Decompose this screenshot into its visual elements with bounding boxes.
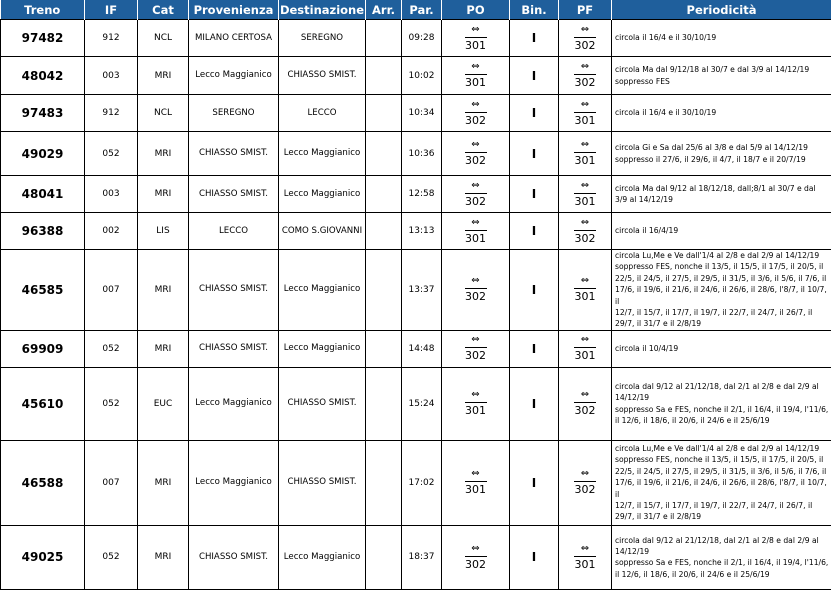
cell-bin: I [510,367,559,440]
cell-bin: I [510,525,559,589]
bidirectional-arrow-icon: ⇔ [465,25,487,35]
cell-cat: MRI [138,525,189,589]
divider-line [574,347,596,348]
bidirectional-arrow-icon: ⇔ [465,544,487,554]
cell-arr [366,57,402,95]
cell-cat: NCL [138,95,189,132]
divider-line [574,481,596,482]
divider-line [465,74,487,75]
bidirectional-arrow-icon: ⇔ [574,25,596,35]
po-number: 302 [465,155,487,167]
bidirectional-arrow-icon: ⇔ [574,469,596,479]
cell-provenienza: LECCO [189,213,279,250]
bidirectional-arrow-icon: ⇔ [574,390,596,400]
bidirectional-arrow-icon: ⇔ [465,469,487,479]
cell-periodicita [612,250,831,331]
pf-platform [574,544,596,571]
divider-line [465,402,487,403]
pf-platform [574,469,596,496]
po-platform [465,390,487,417]
periodicita-line: il 12/6, il 18/6, il 20/6, il 24/6 e il 25/6/19 [615,415,829,426]
bidirectional-arrow-icon: ⇔ [574,335,596,345]
pf-number: 302 [574,484,596,496]
po-number: 301 [465,233,487,245]
periodicita-line: circola il 16/4 e il 30/10/19 [615,107,829,118]
pf-number: 301 [574,559,596,571]
cell-arr [366,367,402,440]
bidirectional-arrow-icon: ⇔ [574,181,596,191]
pf-number: 301 [574,115,596,127]
cell-periodicita [612,20,831,57]
divider-line [465,152,487,153]
periodicita-line: circola Gi e Sa dal 25/6 al 3/8 e dal 5/9 al 14/12/19 [615,142,829,153]
cell-cat: MRI [138,250,189,331]
cell-pf [559,525,612,589]
periodicita-line: circola dal 9/12 al 21/12/18, dal 2/1 al 2/8 e dal 2/9 al [615,381,829,392]
divider-line [574,402,596,403]
periodicita-line: 17/6, il 19/6, il 21/6, il 24/6, il 26/6, il 28/6, l'8/7, il 10/7, il [615,284,829,307]
cell-destinazione: Lecco Maggianico [279,176,366,213]
periodicita-line: 22/5, il 24/5, il 27/5, il 29/5, il 31/5, il 3/6, il 5/6, il 7/6, il [615,466,829,477]
cell-treno: 97483 [1,95,85,132]
cell-bin: I [510,176,559,213]
po-number: 302 [465,196,487,208]
cell-par: 09:28 [402,20,442,57]
cell-arr [366,95,402,132]
cell-bin: I [510,95,559,132]
cell-bin: I [510,20,559,57]
bidirectional-arrow-icon: ⇔ [574,140,596,150]
pf-platform [574,62,596,89]
periodicita-line: soppresso Sa e FES, nonche il 2/1, il 16/4, il 19/4, l'11/6, [615,557,829,568]
table-row [1,132,831,176]
pf-number: 301 [574,291,596,303]
cell-treno: 48042 [1,57,85,95]
cell-bin: I [510,330,559,367]
col-header-treno: Treno [1,0,85,20]
table-row [1,20,831,57]
periodicita-line: il 12/6, il 18/6, il 20/6, il 24/6 e il 25/6/19 [615,569,829,580]
cell-bin: I [510,132,559,176]
col-header-po: PO [442,0,510,20]
divider-line [574,74,596,75]
cell-po [442,525,510,589]
po-platform [465,276,487,303]
periodicita-line: 12/7, il 15/7, il 17/7, il 19/7, il 22/7, il 24/7, il 26/7, il [615,307,829,318]
periodicita-line: 22/5, il 24/5, il 27/5, il 29/5, il 31/5, il 3/6, il 5/6, il 7/6, il [615,273,829,284]
pf-number: 302 [574,233,596,245]
cell-par: 15:24 [402,367,442,440]
periodicita-line: soppresso FES [615,76,829,87]
cell-if: 052 [85,330,138,367]
pf-platform [574,181,596,208]
cell-destinazione: SEREGNO [279,20,366,57]
bidirectional-arrow-icon: ⇔ [574,62,596,72]
pf-platform [574,335,596,362]
cell-arr [366,440,402,525]
divider-line [465,112,487,113]
cell-bin: I [510,250,559,331]
cell-cat: MRI [138,132,189,176]
col-header-if: IF [85,0,138,20]
po-platform [465,100,487,127]
po-number: 302 [465,291,487,303]
periodicita-line: circola il 10/4/19 [615,343,829,354]
cell-bin: I [510,57,559,95]
cell-arr [366,176,402,213]
col-header-bin: Bin. [510,0,559,20]
col-header-cat: Cat [138,0,189,20]
table-row [1,525,831,589]
po-number: 301 [465,77,487,89]
cell-po [442,57,510,95]
cell-treno: 49025 [1,525,85,589]
po-platform [465,140,487,167]
cell-cat: MRI [138,330,189,367]
cell-par: 13:37 [402,250,442,331]
cell-pf [559,213,612,250]
cell-par: 12:58 [402,176,442,213]
bidirectional-arrow-icon: ⇔ [465,276,487,286]
cell-po [442,213,510,250]
pf-number: 301 [574,196,596,208]
col-header-par: Par. [402,0,442,20]
cell-pf [559,250,612,331]
periodicita-line: circola il 16/4 e il 30/10/19 [615,32,829,43]
periodicita-line: 14/12/19 [615,392,829,403]
cell-destinazione: CHIASSO SMIST. [279,440,366,525]
cell-po [442,330,510,367]
bidirectional-arrow-icon: ⇔ [465,62,487,72]
bidirectional-arrow-icon: ⇔ [465,181,487,191]
cell-po [442,132,510,176]
cell-par: 13:13 [402,213,442,250]
cell-arr [366,20,402,57]
pf-platform [574,390,596,417]
cell-periodicita [612,525,831,589]
periodicita-line: circola Lu,Me e Ve dall'1/4 al 2/8 e dal 2/9 al 14/12/19 [615,250,829,261]
cell-arr [366,525,402,589]
table-row [1,95,831,132]
periodicita-line: circola il 16/4/19 [615,225,829,236]
col-header-pf: PF [559,0,612,20]
divider-line [465,347,487,348]
cell-po [442,250,510,331]
bidirectional-arrow-icon: ⇔ [465,100,487,110]
po-platform [465,218,487,245]
divider-line [574,37,596,38]
pf-platform [574,100,596,127]
pf-number: 302 [574,405,596,417]
divider-line [574,556,596,557]
pf-number: 301 [574,350,596,362]
cell-par: 18:37 [402,525,442,589]
po-number: 302 [465,559,487,571]
cell-par: 10:02 [402,57,442,95]
pf-platform [574,218,596,245]
periodicita-line: 14/12/19 [615,546,829,557]
po-number: 302 [465,115,487,127]
cell-po [442,176,510,213]
cell-po [442,367,510,440]
divider-line [574,193,596,194]
cell-periodicita [612,213,831,250]
cell-treno: 45610 [1,367,85,440]
cell-periodicita [612,95,831,132]
periodicita-line: circola Ma dal 9/12 al 18/12/18, dall;8/1 al 30/7 e dal [615,183,829,194]
periodicita-line: soppresso il 27/6, il 29/6, il 4/7, il 18/7 e il 20/7/19 [615,154,829,165]
cell-if: 002 [85,213,138,250]
cell-destinazione: Lecco Maggianico [279,330,366,367]
cell-treno: 69909 [1,330,85,367]
cell-pf [559,176,612,213]
periodicita-line: 29/7, il 31/7 e il 2/8/19 [615,318,829,329]
pf-platform [574,140,596,167]
table-row [1,176,831,213]
bidirectional-arrow-icon: ⇔ [465,335,487,345]
cell-if: 052 [85,367,138,440]
cell-pf [559,440,612,525]
cell-par: 10:36 [402,132,442,176]
divider-line [465,481,487,482]
cell-periodicita [612,176,831,213]
col-header-arr: Arr. [366,0,402,20]
cell-treno: 48041 [1,176,85,213]
cell-periodicita [612,132,831,176]
periodicita-line: circola Lu,Me e Ve dall'1/4 al 2/8 e dal 2/9 al 14/12/19 [615,443,829,454]
cell-periodicita [612,367,831,440]
periodicita-line: circola dal 9/12 al 21/12/18, dal 2/1 al 2/8 e dal 2/9 al [615,535,829,546]
cell-if: 007 [85,250,138,331]
bidirectional-arrow-icon: ⇔ [574,100,596,110]
periodicita-line: soppresso FES, nonche il 13/5, il 15/5, il 17/5, il 20/5, il [615,454,829,465]
cell-par: 10:34 [402,95,442,132]
po-number: 302 [465,350,487,362]
cell-pf [559,95,612,132]
po-platform [465,335,487,362]
pf-number: 301 [574,155,596,167]
cell-bin: I [510,440,559,525]
cell-destinazione: CHIASSO SMIST. [279,367,366,440]
cell-cat: MRI [138,57,189,95]
cell-treno: 46588 [1,440,85,525]
cell-if: 052 [85,525,138,589]
cell-if: 052 [85,132,138,176]
cell-arr [366,132,402,176]
divider-line [574,288,596,289]
table-body [1,20,831,590]
cell-arr [366,250,402,331]
po-number: 301 [465,40,487,52]
periodicita-line: 3/9 al 14/12/19 [615,194,829,205]
cell-if: 003 [85,57,138,95]
cell-destinazione: Lecco Maggianico [279,250,366,331]
cell-destinazione: COMO S.GIOVANNI [279,213,366,250]
divider-line [465,230,487,231]
cell-cat: LIS [138,213,189,250]
po-platform [465,181,487,208]
cell-if: 007 [85,440,138,525]
cell-if: 003 [85,176,138,213]
cell-cat: NCL [138,20,189,57]
cell-pf [559,20,612,57]
divider-line [465,37,487,38]
col-header-provenienza: Provenienza [189,0,279,20]
pf-number: 302 [574,40,596,52]
cell-provenienza: MILANO CERTOSA [189,20,279,57]
periodicita-line: 17/6, il 19/6, il 21/6, il 24/6, il 26/6, il 28/6, l'8/7, il 10/7, il [615,477,829,500]
cell-destinazione: Lecco Maggianico [279,132,366,176]
periodicita-line: 12/7, il 15/7, il 17/7, il 19/7, il 22/7, il 24/7, il 26/7, il [615,500,829,511]
po-number: 301 [465,405,487,417]
cell-provenienza: CHIASSO SMIST. [189,330,279,367]
cell-pf [559,330,612,367]
po-platform [465,62,487,89]
cell-destinazione: Lecco Maggianico [279,525,366,589]
cell-provenienza: Lecco Maggianico [189,440,279,525]
po-number: 301 [465,484,487,496]
cell-pf [559,367,612,440]
cell-provenienza: SEREGNO [189,95,279,132]
cell-treno: 97482 [1,20,85,57]
divider-line [574,152,596,153]
cell-provenienza: Lecco Maggianico [189,367,279,440]
cell-cat: MRI [138,440,189,525]
cell-if: 912 [85,95,138,132]
cell-po [442,95,510,132]
pf-number: 302 [574,77,596,89]
divider-line [465,288,487,289]
table-row [1,213,831,250]
cell-periodicita [612,440,831,525]
cell-treno: 96388 [1,213,85,250]
col-header-destinazione: Destinazione [279,0,366,20]
cell-arr [366,213,402,250]
cell-par: 14:48 [402,330,442,367]
bidirectional-arrow-icon: ⇔ [574,218,596,228]
po-platform [465,544,487,571]
table-row [1,440,831,525]
pf-platform [574,25,596,52]
periodicita-line: circola Ma dal 9/12/18 al 30/7 e dal 3/9 al 14/12/19 [615,64,829,75]
divider-line [465,556,487,557]
cell-provenienza: CHIASSO SMIST. [189,525,279,589]
cell-periodicita [612,57,831,95]
table-row [1,330,831,367]
pf-platform [574,276,596,303]
periodicita-line: 29/7, il 31/7 e il 2/8/19 [615,511,829,522]
divider-line [465,193,487,194]
po-platform [465,25,487,52]
cell-provenienza: CHIASSO SMIST. [189,250,279,331]
cell-periodicita [612,330,831,367]
periodicita-line: soppresso FES, nonche il 13/5, il 15/5, il 17/5, il 20/5, il [615,261,829,272]
cell-arr [366,330,402,367]
bidirectional-arrow-icon: ⇔ [574,276,596,286]
cell-po [442,440,510,525]
bidirectional-arrow-icon: ⇔ [574,544,596,554]
col-header-periodicita: Periodicità [612,0,831,20]
cell-cat: EUC [138,367,189,440]
bidirectional-arrow-icon: ⇔ [465,140,487,150]
cell-provenienza: CHIASSO SMIST. [189,176,279,213]
table-row [1,250,831,331]
cell-if: 912 [85,20,138,57]
header-row [1,0,831,20]
cell-po [442,20,510,57]
divider-line [574,230,596,231]
periodicita-line: soppresso Sa e FES, nonche il 2/1, il 16/4, il 19/4, l'11/6, [615,404,829,415]
cell-bin: I [510,213,559,250]
table-row [1,367,831,440]
cell-pf [559,57,612,95]
cell-cat: MRI [138,176,189,213]
cell-provenienza: Lecco Maggianico [189,57,279,95]
cell-treno: 49029 [1,132,85,176]
cell-destinazione: LECCO [279,95,366,132]
cell-pf [559,132,612,176]
table-row [1,57,831,95]
bidirectional-arrow-icon: ⇔ [465,390,487,400]
bidirectional-arrow-icon: ⇔ [465,218,487,228]
divider-line [574,112,596,113]
cell-par: 17:02 [402,440,442,525]
cell-destinazione: CHIASSO SMIST. [279,57,366,95]
po-platform [465,469,487,496]
cell-provenienza: CHIASSO SMIST. [189,132,279,176]
cell-treno: 46585 [1,250,85,331]
